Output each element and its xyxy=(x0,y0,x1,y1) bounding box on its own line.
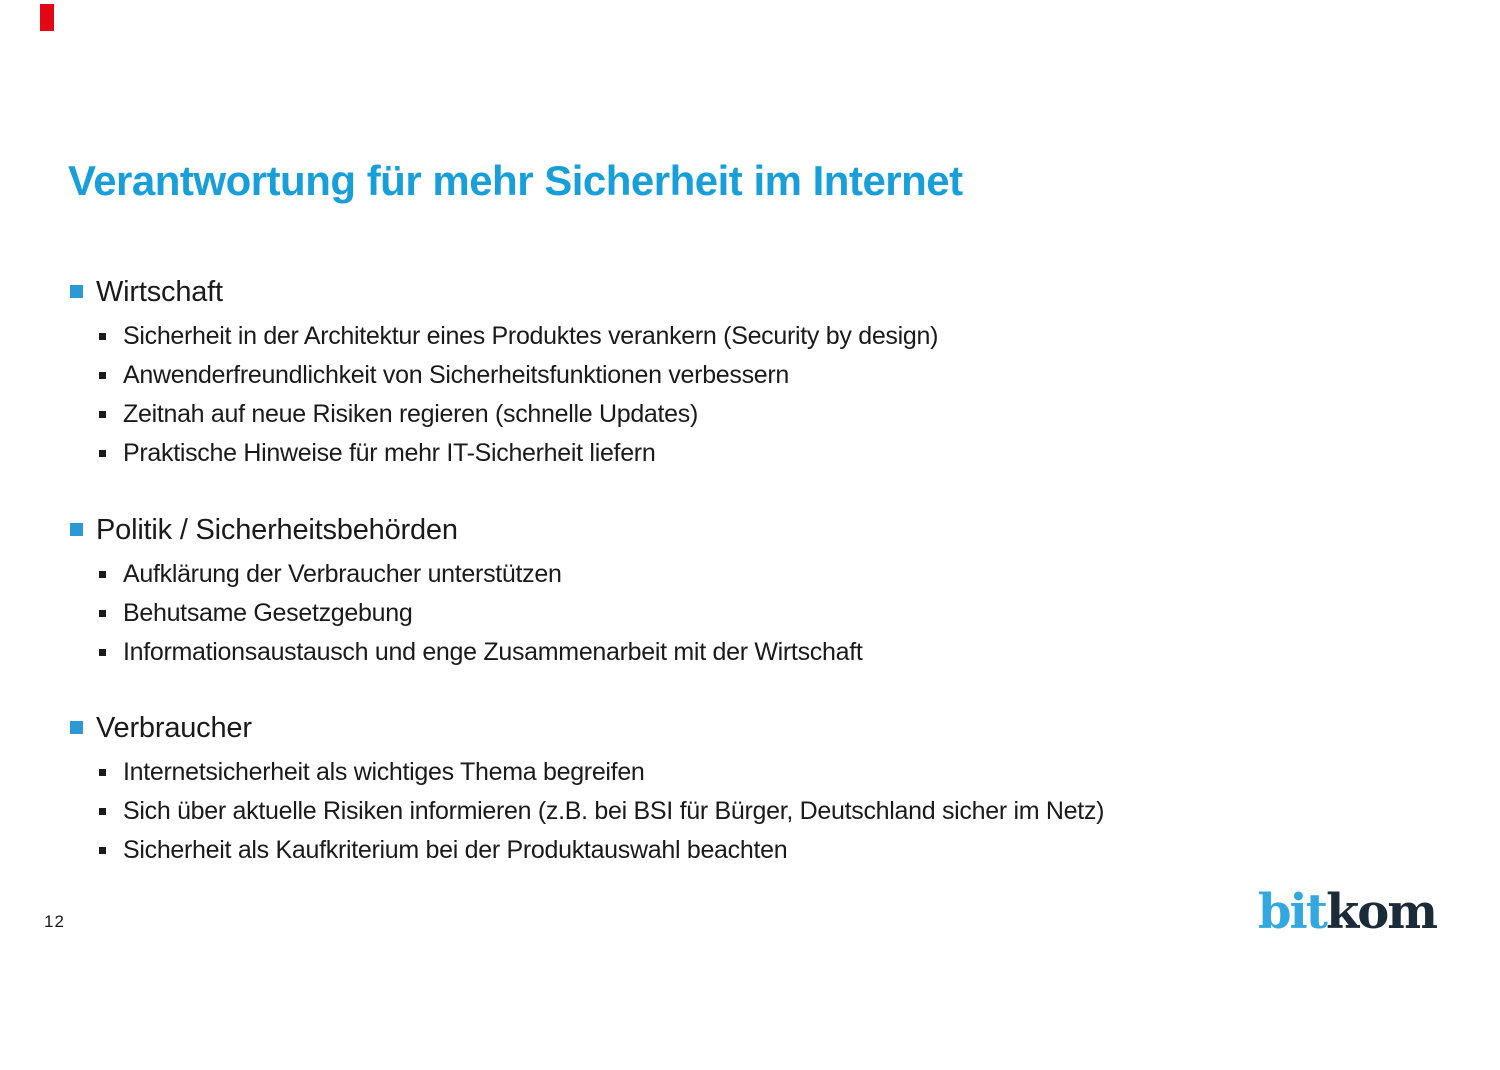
list-item-text: Behutsame Gesetzgebung xyxy=(123,599,413,627)
section-heading: Verbraucher xyxy=(96,712,252,744)
slide-title: Verantwortung für mehr Sicherheit im Internet xyxy=(68,157,963,204)
sub-bullet-square-icon xyxy=(99,808,106,815)
bullet-square-icon xyxy=(70,285,83,298)
logo-text-kom: kom xyxy=(1325,884,1436,940)
bullet-list xyxy=(70,317,1430,473)
list-item-text: Zeitnah auf neue Risiken regieren (schnelle Updates) xyxy=(123,400,699,428)
list-item-text: Sich über aktuelle Risiken informieren (z.B. bei BSI für Bürger, Deutschland sicher im Netz) xyxy=(123,797,1105,825)
list-item xyxy=(70,434,1430,473)
sub-bullet-square-icon xyxy=(99,372,106,379)
bullet-square-icon xyxy=(70,721,83,734)
list-item xyxy=(70,792,1430,831)
bullet-square-icon xyxy=(70,523,83,536)
sub-bullet-square-icon xyxy=(99,610,106,617)
page-number: 12 xyxy=(44,912,65,931)
sub-bullet-square-icon xyxy=(99,571,106,578)
section-heading-row xyxy=(70,272,1430,312)
bitkom-logo xyxy=(1258,886,1436,938)
list-item-text: Praktische Hinweise für mehr IT-Sicherheit liefern xyxy=(123,439,656,467)
section-politik xyxy=(70,510,1430,672)
list-item xyxy=(70,594,1430,633)
section-wirtschaft xyxy=(70,272,1430,473)
list-item xyxy=(70,356,1430,395)
list-item xyxy=(70,555,1430,594)
sub-bullet-square-icon xyxy=(99,847,106,854)
list-item-text: Internetsicherheit als wichtiges Thema begreifen xyxy=(123,758,645,786)
list-item-text: Informationsaustausch und enge Zusammenarbeit mit der Wirtschaft xyxy=(123,638,863,666)
list-item xyxy=(70,753,1430,792)
list-item-text: Sicherheit als Kaufkriterium bei der Produktauswahl beachten xyxy=(123,836,788,864)
sub-bullet-square-icon xyxy=(99,450,106,457)
red-accent-marker xyxy=(40,4,54,31)
list-item xyxy=(70,317,1430,356)
list-item xyxy=(70,831,1430,870)
logo-text-bit: bit xyxy=(1257,884,1326,940)
section-heading: Politik / Sicherheitsbehörden xyxy=(96,514,458,546)
section-heading-row xyxy=(70,708,1430,748)
list-item xyxy=(70,633,1430,672)
list-item-text: Anwenderfreundlichkeit von Sicherheitsfunktionen verbessern xyxy=(123,361,790,389)
sub-bullet-square-icon xyxy=(99,649,106,656)
sub-bullet-square-icon xyxy=(99,769,106,776)
list-item-text: Aufklärung der Verbraucher unterstützen xyxy=(123,560,562,588)
bullet-list xyxy=(70,753,1430,870)
section-heading-row xyxy=(70,510,1430,550)
list-item xyxy=(70,395,1430,434)
sub-bullet-square-icon xyxy=(99,411,106,418)
section-verbraucher xyxy=(70,708,1430,870)
bullet-list xyxy=(70,555,1430,672)
sub-bullet-square-icon xyxy=(99,333,106,340)
section-heading: Wirtschaft xyxy=(96,276,223,308)
list-item-text: Sicherheit in der Architektur eines Produktes verankern (Security by design) xyxy=(123,322,939,350)
